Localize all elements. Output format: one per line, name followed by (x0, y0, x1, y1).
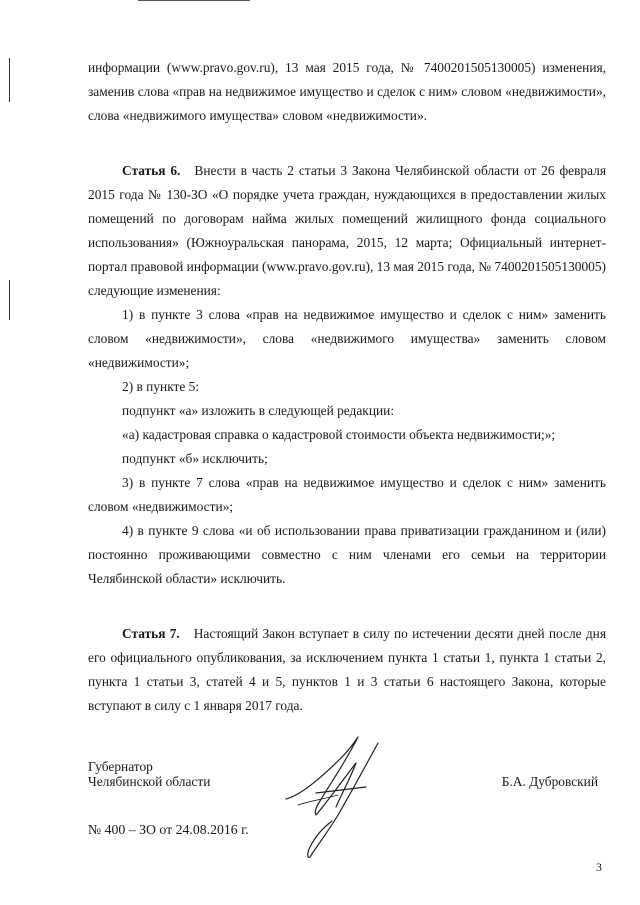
signer-name: Б.А. Дубровский (501, 774, 598, 789)
law-number: № 400 – ЗО от 24.08.2016 г. (88, 822, 249, 837)
document-body (88, 56, 606, 718)
handwritten-signature (280, 735, 390, 860)
scan-margin-mark (9, 280, 10, 320)
article-6-item: 3) в пункте 7 слова «прав на недвижимое имущество и сделок с ним» заменить словом «недвижимости»; (88, 475, 606, 514)
article-6-intro (88, 159, 606, 303)
article-6-item: подпункт «б» исключить; (122, 451, 268, 466)
article-7-title: Статья 7. (122, 626, 180, 641)
article-7 (88, 622, 606, 718)
page-number: 3 (596, 860, 602, 874)
governor-region: Челябинской области (88, 774, 211, 789)
article-6-item: 2) в пункте 5: (122, 379, 200, 394)
continued-paragraph: информации (www.pravo.gov.ru), 13 мая 2015 года, № 7400201505130005) изменения, заменив слова «прав на недвижимое имущество и сделок с ним» словом «недвижимости», слова «недвижимого имущества» словом «недвижимости». (88, 60, 606, 123)
article-7-text: Настоящий Закон вступает в силу по истечении десяти дней после дня его официального опубликования, за исключением пункта 1 статьи 1, пункта 1 статьи 2, пункта 1 статьи 3, статей 4 и 5, пунктов 1 и 3 статьи 6 настоящего Закона, которые вступают в силу с 1 января 2017 года. (88, 626, 606, 713)
scan-margin-mark (9, 58, 10, 102)
article-6-title: Статья 6. (122, 163, 181, 178)
article-6-item: подпункт «а» изложить в следующей редакции: (122, 403, 395, 418)
article-6-item: «а) кадастровая справка о кадастровой стоимости объекта недвижимости;»; (122, 427, 556, 442)
article-6-item: 1) в пункте 3 слова «прав на недвижимое имущество и сделок с ним» заменить словом «недвижимости», слова «недвижимого имущества» заменить словом «недвижимости»; (88, 307, 606, 370)
governor-title: Губернатор (88, 759, 153, 774)
scan-artifact-line (138, 0, 250, 1)
article-6-item: 4) в пункте 9 слова «и об использовании права приватизации гражданином и (или) постоянно проживающими совместно с ним членами его семьи на территории Челябинской области» исключить. (88, 523, 606, 586)
article-6-intro-text: Внести в часть 2 статьи 3 Закона Челябинской области от 26 февраля 2015 года № 130-ЗО «О порядке учета граждан, нуждающихся в предоставлении жилых помещений по договорам найма жилых помещений жилищного фонда социального использования» (Южноуральская панорама, 2015, 12 марта; Официальный интернет-портал правовой информации (www.pravo.gov.ru), 13 мая 2015 года, № 7400201505130005) следующие изменения: (88, 163, 607, 298)
